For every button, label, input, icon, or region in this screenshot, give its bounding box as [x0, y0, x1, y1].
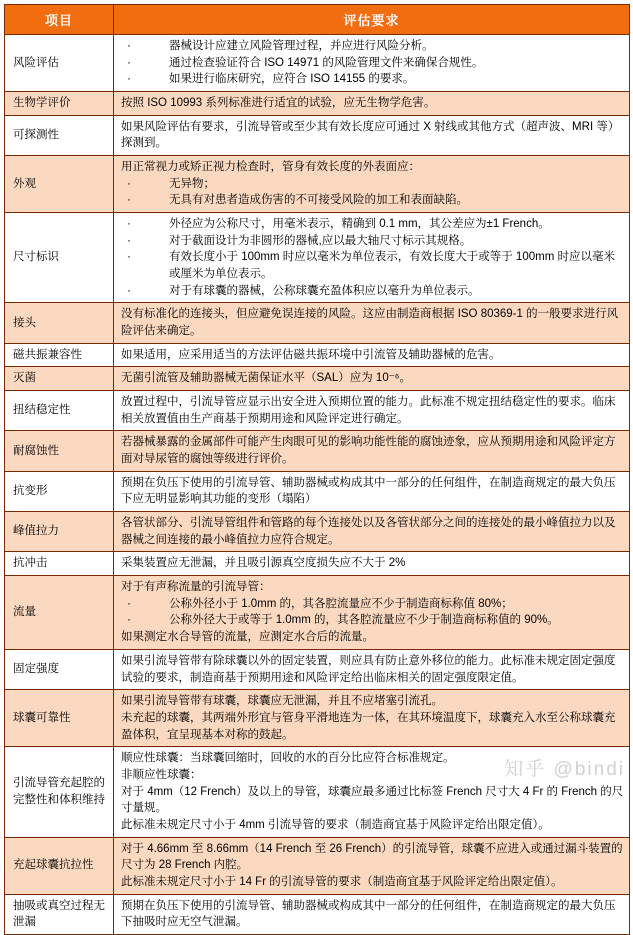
requirement-line: 按照 ISO 10993 系列标准进行适宜的试验，应无生物学危害。	[121, 97, 436, 110]
row-requirement-content	[114, 576, 630, 650]
row-item-label: 磁共振兼容性	[5, 343, 114, 367]
requirement-line: 采集装置应无泄漏，并且吸引源真空度损失应不大于 2%	[121, 557, 406, 570]
row-requirement-content	[114, 35, 630, 92]
table-row	[5, 35, 630, 92]
row-item-label: 引流导管充起腔的完整性和体积维持	[5, 747, 114, 837]
row-item-label: 峰值拉力	[5, 512, 114, 552]
row-item-label: 球囊可靠性	[5, 690, 114, 747]
table-row	[5, 367, 630, 391]
row-item-label: 接头	[5, 303, 114, 343]
row-requirement-content	[114, 894, 630, 934]
column-header-item: 项目	[5, 5, 114, 35]
requirement-bullet-list	[121, 38, 625, 88]
row-item-label: 灭菌	[5, 367, 114, 391]
requirement-line: 若器械暴露的金属部件可能产生肉眼可见的影响功能性能的腐蚀迹象，应从预期用途和风险评定方面对导尿管的腐蚀等级进行评价。	[121, 436, 616, 466]
row-item-label: 流量	[5, 576, 114, 650]
requirement-bullet-item: · 公称外径小于 1.0mm 的，其各腔流量应不少于制造商标称值 80%；	[121, 596, 625, 613]
row-item-label: 生物学评价	[5, 92, 114, 116]
table-row	[5, 391, 630, 431]
requirement-line: 没有标准化的连接头，但应避免误连接的风险。这应由制造商根据 ISO 80369-1 的一般要求进行风险评估来确定。	[121, 308, 619, 338]
row-item-label: 扭结稳定性	[5, 391, 114, 431]
column-header-requirement: 评估要求	[114, 5, 630, 35]
row-requirement-content	[114, 92, 630, 116]
row-item-label: 可探测性	[5, 115, 114, 155]
requirement-line: 如果测定水合导管的流量，应测定水合后的流量。	[121, 631, 374, 644]
table-row	[5, 92, 630, 116]
table-row	[5, 649, 630, 689]
requirement-line: 对于 4mm（12 French）及以上的导管，球囊应最多通过比标签 French 尺寸大 4 Fr 的 French 的尺寸量规。	[121, 785, 624, 815]
requirement-bullet-item: · 无具有对患者造成伤害的不可接受风险的加工和表面缺陷。	[121, 192, 625, 209]
table-row	[5, 747, 630, 837]
row-requirement-content	[114, 649, 630, 689]
requirement-line: 此标准未规定尺寸小于 14 Fr 的引流导管的要求（制造商宜基于风险评定给出限定值）。	[121, 875, 563, 888]
requirement-line: 预期在负压下使用的引流导管、辅助器械或构成其中一部分的任何组件，在制造商规定的最大负压下应无明显影响其功能的变形（塌陷）	[121, 476, 616, 506]
table-row	[5, 303, 630, 343]
row-item-label: 充起球囊抗拉性	[5, 837, 114, 894]
row-requirement-content	[114, 343, 630, 367]
requirement-line: 各管状部分、引流导管组件和管路的每个连接处以及各管状部分之间的连接处的最小峰值拉力以及器械之间连接的最小峰值拉力应符合规定。	[121, 517, 616, 546]
row-requirement-content	[114, 512, 630, 552]
table-row	[5, 552, 630, 576]
requirement-bullet-item: · 有效长度小于 100mm 时应以毫米为单位表示，有效长度大于或等于 100mm 时应以毫米或厘米为单位表示。	[121, 249, 625, 282]
requirement-bullet-list	[121, 596, 625, 629]
table-row	[5, 690, 630, 747]
row-requirement-content	[114, 471, 630, 511]
table-row	[5, 431, 630, 471]
requirement-line: 对于 4.66mm 至 8.66mm（14 French 至 26 French）的引流导管，球囊不应进入或通过漏斗装置的尺寸为 28 French 内腔。	[121, 842, 623, 872]
row-item-label: 尺寸标识	[5, 213, 114, 303]
requirement-bullet-list	[121, 176, 625, 209]
row-requirement-content	[114, 747, 630, 837]
requirement-bullet-item: · 无异物；	[121, 176, 625, 193]
requirement-line: 非顺应性球囊：	[121, 768, 202, 781]
row-requirement-content	[114, 303, 630, 343]
row-requirement-content	[114, 115, 630, 155]
requirement-bullet-item: · 器械设计应建立风险管理过程，并应进行风险分析。	[121, 38, 625, 55]
requirement-line: 对于有声称流量的引流导管：	[121, 581, 271, 594]
requirement-bullet-item: · 如果进行临床研究，应符合 ISO 14155 的要求。	[121, 71, 625, 88]
table-row	[5, 512, 630, 552]
requirement-line: 预期在负压下使用的引流导管、辅助器械或构成其中一部分的任何组件，在制造商规定的最大负压下抽吸时应无空气泄漏。	[121, 899, 616, 929]
requirement-line: 如果引流导管带有球囊，球囊应无泄漏，并且不应堵塞引流孔。	[121, 695, 443, 708]
requirements-table	[4, 4, 630, 935]
requirement-line: 无菌引流管及辅助器械无菌保证水平（SAL）应为 10⁻⁶。	[121, 372, 412, 385]
requirement-line: 此标准未规定尺寸小于 4mm 引流导管的要求（制造商宜基于风险评定给出限定值）。	[121, 818, 550, 831]
row-requirement-content	[114, 367, 630, 391]
row-requirement-content	[114, 431, 630, 471]
requirement-line: 如果引流导管带有除球囊以外的固定装置，则应具有防止意外移位的能力。此标准未规定固定强度试验的要求，制造商基于预期用途和风险评定给出临床相关的固定强度限定值。	[121, 654, 616, 684]
requirement-line: 顺应性球囊：当球囊回缩时，回收的水的百分比应符合标准规定。	[121, 752, 455, 765]
row-item-label: 耐腐蚀性	[5, 431, 114, 471]
requirement-line: 用正常视力或矫正视力检查时，管身有效长度的外表面应：	[121, 161, 420, 174]
requirement-bullet-list	[121, 216, 625, 299]
row-item-label: 固定强度	[5, 649, 114, 689]
table-row	[5, 894, 630, 934]
requirement-bullet-item: · 对于截面设计为非圆形的器械,应以最大轴尺寸标示其规格。	[121, 233, 625, 250]
requirement-line: 放置过程中，引流导管应显示出安全进入预期位置的能力。此标准不规定扭结稳定性的要求。临床相关放置值由生产商基于预期用途和风险评定进行确定。	[121, 396, 616, 425]
table-header-row	[5, 5, 630, 35]
row-requirement-content	[114, 213, 630, 303]
row-requirement-content	[114, 837, 630, 894]
table-row	[5, 213, 630, 303]
row-requirement-content	[114, 156, 630, 213]
table-header	[5, 5, 630, 35]
row-requirement-content	[114, 690, 630, 747]
table-row	[5, 471, 630, 511]
table-row	[5, 115, 630, 155]
requirement-bullet-item: · 外径应为公称尺寸，用毫米表示，精确到 0.1 mm，其公差应为±1 French。	[121, 216, 625, 233]
requirement-line: 未充起的球囊，其两端外形宜与管身平滑地连为一体，在其环境温度下，球囊充入水至公称球囊充盈体积，宜呈现基本对称的鼓起。	[121, 711, 616, 741]
requirement-line: 如果风险评估有要求，引流导管或至少其有效长度应可通过 X 射线或其他方式（超声波、MRI 等）探测到。	[121, 120, 620, 150]
row-item-label: 抗冲击	[5, 552, 114, 576]
row-requirement-content	[114, 391, 630, 431]
requirement-bullet-item: · 公称外径大于或等于 1.0mm 的，其各腔流量应不少于制造商标称值的 90%。	[121, 612, 625, 629]
row-item-label: 外观	[5, 156, 114, 213]
row-item-label: 抗变形	[5, 471, 114, 511]
requirement-bullet-item: · 通过检查验证符合 ISO 14971 的风险管理文件来确保合规性。	[121, 55, 625, 72]
table-row	[5, 156, 630, 213]
requirement-bullet-item: · 对于有球囊的器械，公称球囊充盈体积应以毫升为单位表示。	[121, 283, 625, 300]
requirement-line: 如果适用，应采用适当的方法评估磁共振环境中引流管及辅助器械的危害。	[121, 348, 501, 361]
requirements-table-container	[4, 4, 629, 935]
row-item-label: 抽吸或真空过程无泄漏	[5, 894, 114, 934]
table-row	[5, 343, 630, 367]
row-item-label: 风险评估	[5, 35, 114, 92]
table-row	[5, 837, 630, 894]
table-body	[5, 35, 630, 935]
table-row	[5, 576, 630, 650]
watermark-text: 知乎 @bindi	[504, 759, 625, 780]
row-requirement-content	[114, 552, 630, 576]
